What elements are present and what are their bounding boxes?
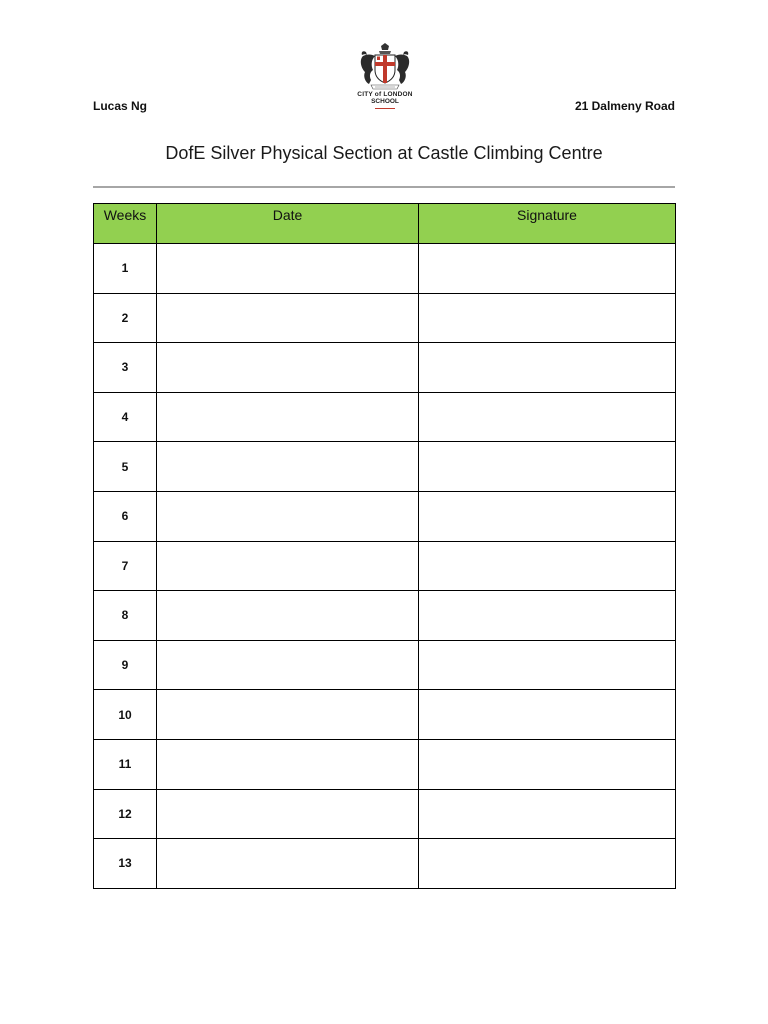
week-number-cell: 3 [94,343,157,393]
week-number-cell: 7 [94,541,157,591]
signature-cell [419,739,676,789]
week-number-cell: 9 [94,640,157,690]
signature-cell [419,541,676,591]
date-cell [157,690,419,740]
date-cell [157,541,419,591]
table-row [94,392,676,442]
signature-cell [419,591,676,641]
document-title: DofE Silver Physical Section at Castle Climbing Centre [165,143,603,163]
week-number-cell: 13 [94,839,157,889]
signature-cell [419,491,676,541]
table-row [94,541,676,591]
title-divider [93,186,675,188]
signature-cell [419,690,676,740]
week-number-cell: 12 [94,789,157,839]
table-row [94,839,676,889]
table-row [94,591,676,641]
week-number-cell: 6 [94,491,157,541]
date-cell [157,244,419,294]
table-row [94,244,676,294]
column-header-date: Date [157,204,419,244]
student-address: 21 Dalmeny Road [574,99,675,113]
signature-cell [419,293,676,343]
school-crest-logo [352,42,418,116]
week-number-cell: 1 [94,244,157,294]
student-name: Lucas Ng [93,99,148,113]
signature-cell [419,839,676,889]
week-number-cell: 5 [94,442,157,492]
date-cell [157,640,419,690]
table-row [94,343,676,393]
week-number-cell: 11 [94,739,157,789]
column-header-signature: Signature [419,204,676,244]
table-row [94,293,676,343]
signature-cell [419,392,676,442]
week-number-cell: 10 [94,690,157,740]
date-cell [157,491,419,541]
date-cell [157,343,419,393]
signature-cell [419,789,676,839]
date-cell [157,392,419,442]
week-number-cell: 2 [94,293,157,343]
table-row [94,690,676,740]
date-cell [157,839,419,889]
table-body [94,244,676,889]
table-header-row [94,204,676,244]
logo-underline [375,108,395,109]
logo-text-line1: CITY of LONDON [357,91,413,98]
signature-cell [419,343,676,393]
table-row [94,640,676,690]
table-row [94,789,676,839]
signature-cell [419,244,676,294]
date-cell [157,293,419,343]
date-cell [157,739,419,789]
date-cell [157,442,419,492]
signature-cell [419,442,676,492]
table-row [94,491,676,541]
attendance-table [93,203,676,889]
column-header-weeks: Weeks [94,204,157,244]
date-cell [157,591,419,641]
logo-text-line2: SCHOOL [371,98,399,105]
signature-cell [419,640,676,690]
week-number-cell: 4 [94,392,157,442]
date-cell [157,789,419,839]
crest-icon [357,42,413,90]
table-row [94,739,676,789]
table-row [94,442,676,492]
week-number-cell: 8 [94,591,157,641]
